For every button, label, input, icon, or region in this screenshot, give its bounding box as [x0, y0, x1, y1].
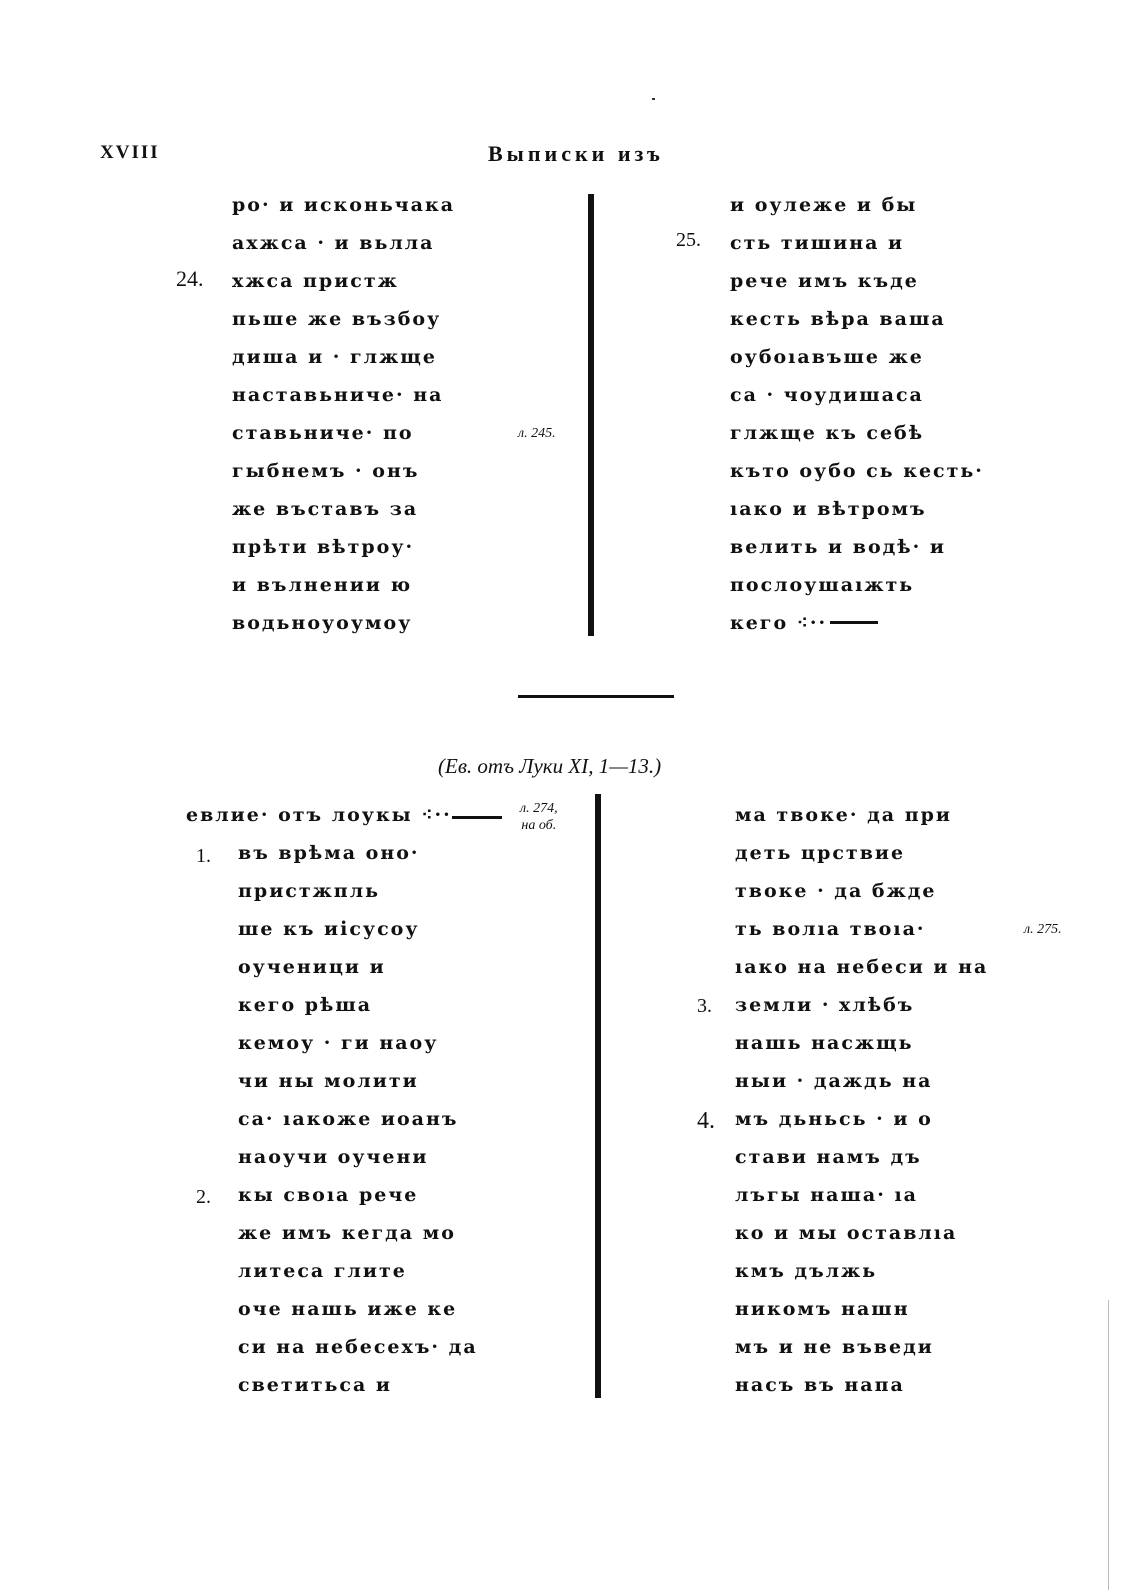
text-line: велить и водѣ· и — [730, 536, 946, 558]
section1-left-column — [232, 186, 455, 642]
text-line: стави намъ дъ — [735, 1146, 922, 1168]
text-line: светитьса и — [238, 1374, 392, 1396]
text-line: пьше же възбоу — [232, 308, 442, 330]
text-line: гыбнемъ · онъ — [232, 460, 420, 482]
text-line: ше къ иісусоу — [238, 918, 420, 940]
text-line: ıако и вѣтромъ — [730, 498, 927, 520]
verse-number-3: 3. — [697, 995, 712, 1017]
verse-number-24: 24. — [176, 266, 204, 291]
text-line: водьноуоумоу — [232, 612, 413, 634]
text-line: деть црствие — [735, 842, 906, 864]
text-line: приcтжпль — [238, 880, 381, 902]
ink-speck — [652, 98, 655, 100]
section-separator-rule — [518, 695, 674, 698]
text-line: чи ны молити — [238, 1070, 419, 1092]
folio-note-245: л. 245. — [518, 426, 556, 441]
text-line: ко и мы оставлıа — [735, 1222, 958, 1244]
text-line: наоучи оучени — [238, 1146, 429, 1168]
column-divider — [595, 794, 601, 1398]
text-line: кы своıа рече — [238, 1184, 419, 1206]
text-line: оученици и — [238, 956, 386, 978]
folio-274-line: л. 274, — [520, 801, 558, 816]
folio-note-275: л. 275. — [1024, 922, 1062, 937]
text-line: мъ дьньсь · и о — [735, 1108, 933, 1130]
text-line: кемоу · ги наоу — [238, 1032, 439, 1054]
text-line: же имъ кегда мо — [238, 1222, 456, 1244]
folio-note-274 — [520, 800, 558, 834]
verse-number-4: 4. — [697, 1108, 715, 1134]
text-line: ро· и исконьчака — [232, 194, 456, 216]
column-divider — [588, 194, 594, 636]
scan-edge — [1108, 1300, 1109, 1590]
end-flourish — [452, 816, 502, 819]
text-line: лъгы наша· ıа — [735, 1184, 918, 1206]
text-line: твоке · да бждe — [735, 880, 937, 902]
text-line: ть волıа твоıа· — [735, 918, 926, 940]
text-line: си на небесехъ· да — [238, 1336, 478, 1358]
text-line: глжще къ себѣ — [730, 422, 925, 444]
text-line: земли · хлѣбъ — [735, 994, 915, 1016]
text-line: литеса глите — [238, 1260, 407, 1282]
section2-right-column — [735, 796, 988, 1404]
text-line: ма твоке· да при — [735, 804, 952, 826]
running-title: Выписки изъ — [488, 141, 664, 166]
text-line: послоушаıжть — [730, 574, 915, 596]
text-line: мъ и не въведи — [735, 1336, 934, 1358]
text-line: же въставъ за — [232, 498, 419, 520]
text-line: хжса пристж — [232, 270, 399, 292]
text-line: кего ⁖·· — [730, 612, 828, 634]
section1-right-column — [730, 186, 984, 642]
text-line: ныи · даждь на — [735, 1070, 933, 1092]
text-line: въ врѣма оно· — [238, 842, 420, 864]
end-flourish — [830, 621, 878, 624]
folio-274-line: на об. — [521, 818, 557, 833]
text-line: сть тишина и — [730, 232, 905, 254]
text-line: кмъ дължь — [735, 1260, 878, 1282]
text-line: къто оубо сь кесть· — [730, 460, 984, 482]
text-line: прѣти вѣтроу· — [232, 536, 415, 558]
text-line: рече имъ къде — [730, 270, 919, 292]
text-line: диша и · глжще — [232, 346, 437, 368]
text-line: кего рѣша — [238, 994, 373, 1016]
text-line: никомъ нашн — [735, 1298, 910, 1320]
text-line: оче нашь иже ке — [238, 1298, 458, 1320]
text-line: и оулеже и бы — [730, 194, 918, 216]
text-line: нашь насжщь — [735, 1032, 914, 1054]
text-line: наставьниче· на — [232, 384, 444, 406]
text-line: са· ıакоже иоанъ — [238, 1108, 459, 1130]
page-number: XVIII — [100, 142, 160, 163]
text-line: и вълнении ю — [232, 574, 413, 596]
text-line: са · чоудишаса — [730, 384, 924, 406]
verse-number-1: 1. — [196, 845, 211, 867]
verse-number-2: 2. — [196, 1186, 211, 1208]
text-line: насъ въ напа — [735, 1374, 905, 1396]
text-line: евлие· отъ лоукы ⁖·· — [186, 804, 452, 826]
verse-number-25: 25. — [676, 229, 701, 251]
section2-left-column — [186, 796, 452, 834]
text-line: ставьниче· по — [232, 422, 414, 444]
text-line: ахжса · и вьлла — [232, 232, 435, 254]
text-line: ıако на небеси и на — [735, 956, 989, 978]
text-line: кесть вѣра ваша — [730, 308, 946, 330]
section2-left-column-body — [238, 834, 478, 1404]
text-line: оубоıавъше же — [730, 346, 924, 368]
section-heading: (Ев. отъ Луки XI, 1—13.) — [438, 754, 662, 778]
